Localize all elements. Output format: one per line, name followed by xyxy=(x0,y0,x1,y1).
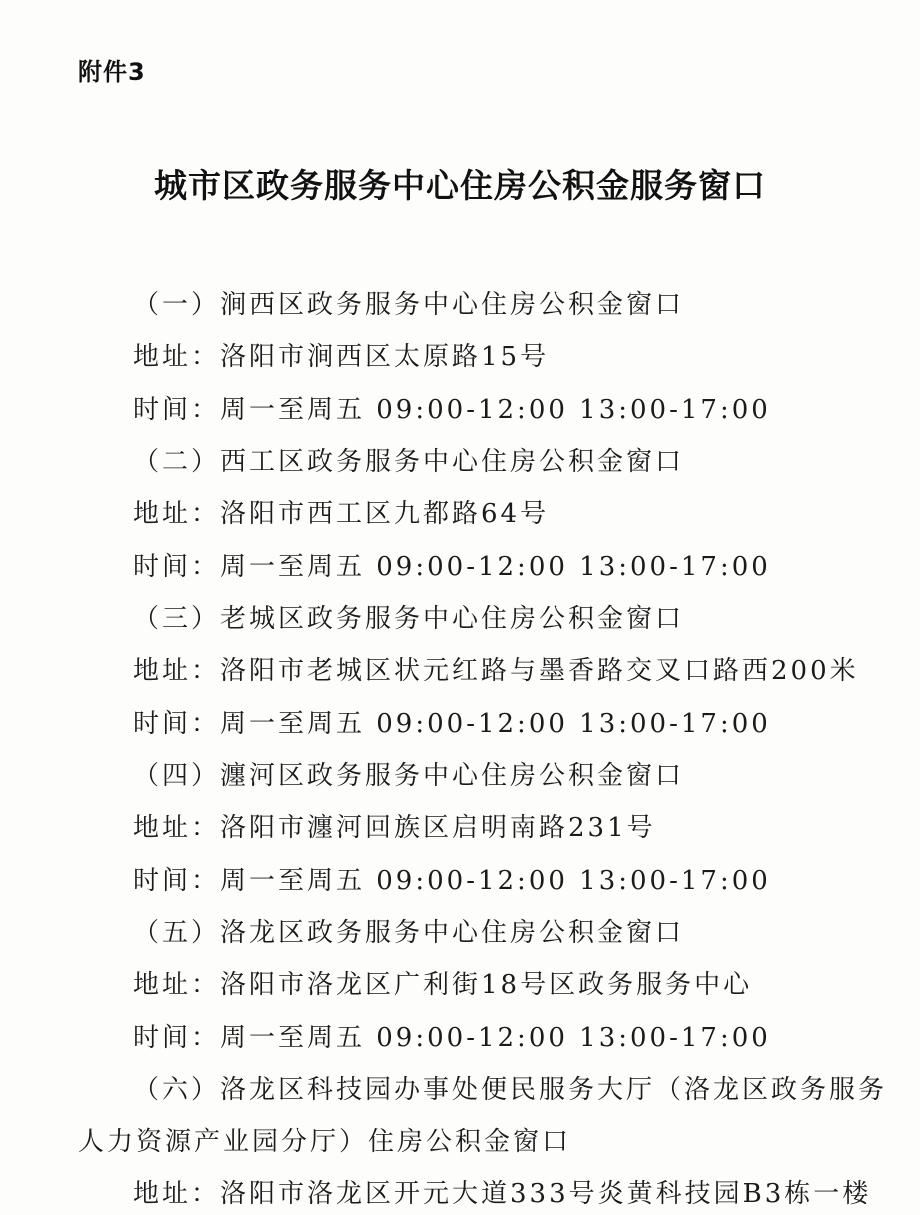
section-time-4: 时间：周一至周五 09:00-12:00 13:00-17:00 xyxy=(133,866,771,896)
section-time-3: 时间：周一至周五 09:00-12:00 13:00-17:00 xyxy=(133,709,771,739)
section-time-1: 时间：周一至周五 09:00-12:00 13:00-17:00 xyxy=(133,395,771,425)
section-address-2: 地址：洛阳市西工区九都路64号 xyxy=(133,499,550,529)
section-address-6: 地址：洛阳市洛龙区开元大道333号炎黄科技园B3栋一楼 xyxy=(133,1179,872,1209)
section-heading-5: （五）洛龙区政务服务中心住房公积金窗口 xyxy=(133,918,685,948)
page-title: 城市区政务服务中心住房公积金服务窗口 xyxy=(154,166,766,205)
section-time-2: 时间：周一至周五 09:00-12:00 13:00-17:00 xyxy=(133,552,771,582)
section-heading-3: （三）老城区政务服务中心住房公积金窗口 xyxy=(133,604,685,634)
section-heading-6-line1: （六）洛龙区科技园办事处便民服务大厅（洛龙区政务服务 xyxy=(133,1075,888,1105)
section-heading-1: （一）涧西区政务服务中心住房公积金窗口 xyxy=(133,290,685,320)
section-address-3: 地址：洛阳市老城区状元红路与墨香路交叉口路西200米 xyxy=(133,656,859,686)
section-heading-6-line2: 人力资源产业园分厅）住房公积金窗口 xyxy=(78,1127,572,1157)
section-heading-2: （二）西工区政务服务中心住房公积金窗口 xyxy=(133,447,685,477)
section-address-4: 地址：洛阳市瀍河回族区启明南路231号 xyxy=(133,813,656,843)
section-address-1: 地址：洛阳市涧西区太原路15号 xyxy=(133,342,550,372)
attachment-label: 附件3 xyxy=(78,58,146,86)
section-heading-4: （四）瀍河区政务服务中心住房公积金窗口 xyxy=(133,761,685,791)
section-address-5: 地址：洛阳市洛龙区广利街18号区政务服务中心 xyxy=(133,970,753,1000)
section-time-5: 时间：周一至周五 09:00-12:00 13:00-17:00 xyxy=(133,1023,771,1053)
